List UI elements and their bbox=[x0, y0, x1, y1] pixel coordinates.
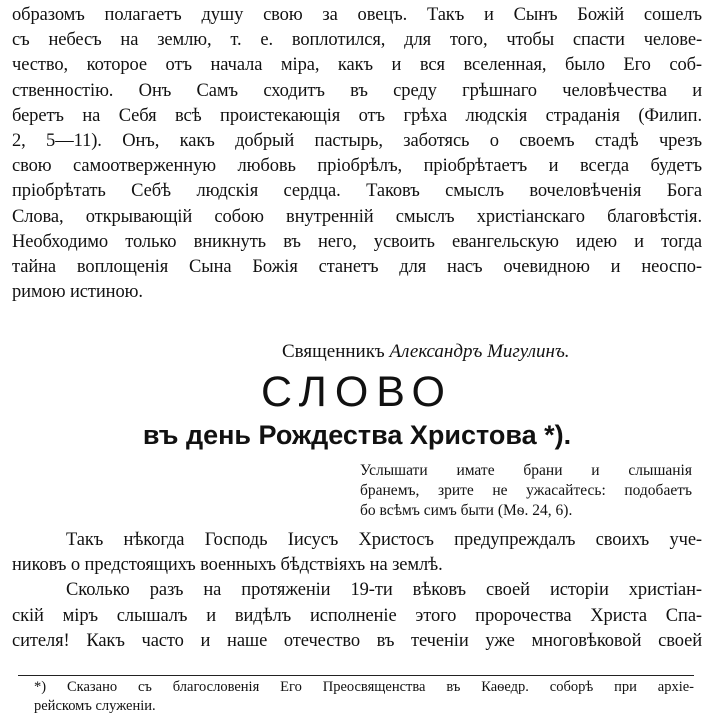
text-line: Необходимо только вникнуть въ него, усвоить евангельскую идею и тогда bbox=[12, 231, 702, 252]
footnote bbox=[34, 678, 694, 716]
sermon-title: СЛОВО bbox=[261, 368, 453, 416]
sermon-subtitle: въ день Рождества Христова *). bbox=[142, 420, 572, 450]
signature-title: Священникъ bbox=[282, 341, 385, 362]
text-line: сителя! Какъ часто и наше отечество въ теченіи уже многовѣковой своей bbox=[12, 630, 702, 651]
text-line: тайна воплощенія Сына Божія станетъ для насъ очевидною и неоспо- bbox=[12, 257, 702, 278]
text-line: пріобрѣтать Себѣ людскія сердца. Таковъ смыслъ вочеловѣченія Бога bbox=[12, 181, 702, 202]
text-line: никовъ о предстоящихъ военныхъ бѣдствіяхъ на землѣ. bbox=[12, 555, 443, 576]
text-line: скій міръ слышалъ и видѣлъ исполненіе этого пророчества Христа Спа- bbox=[12, 605, 702, 626]
footnote-divider bbox=[18, 675, 694, 676]
signature-name: Александръ Мигулинъ. bbox=[389, 341, 570, 362]
epigraph-line: бо всѣмъ симъ быти (Мѳ. 24, 6). bbox=[360, 502, 573, 519]
text-line: свою самоотверженную любовь пріобрѣлъ, пріобрѣтаетъ и всегда будетъ bbox=[12, 156, 702, 177]
text-line: римою истиною. bbox=[12, 282, 143, 303]
text-line: Такъ нѣкогда Господь Іисусъ Христосъ предупреждалъ своихъ уче- bbox=[66, 530, 702, 550]
epigraph-line: Услышати имате брани и слышанія bbox=[360, 462, 692, 479]
text-line: 2, 5—11). Онъ, какъ добрый пастырь, заботясь о своемъ стадѣ чрезъ bbox=[12, 131, 702, 152]
epigraph bbox=[360, 461, 692, 521]
text-line: образомъ полагаетъ душу свою за овецъ. Такъ и Сынъ Божій сошелъ bbox=[12, 5, 702, 25]
text-line: чество, которое отъ начала міра, какъ и вся вселенная, было Его соб- bbox=[12, 55, 702, 76]
epigraph-line: бранемъ, зрите не ужасайтесь: подобаетъ bbox=[360, 482, 692, 499]
intro-paragraph bbox=[12, 3, 702, 305]
footnote-line: рейскомъ служеніи. bbox=[34, 698, 156, 714]
footnote-line: *) Сказано съ благословенія Его Преосвященства въ Каѳедр. соборѣ при архіе- bbox=[34, 679, 694, 695]
text-line: Слова, открывающій собою внутренній смыслъ христіанскаго благовѣстія. bbox=[12, 206, 702, 227]
sermon-paragraph bbox=[12, 528, 702, 654]
text-line: беретъ на Себя всѣ проистекающія отъ грѣха людскія страданія (Филип. bbox=[12, 105, 702, 126]
text-line: съ небесъ на землю, т. е. воплотился, для того, чтобы спасти челове- bbox=[12, 30, 702, 51]
text-line: Сколько разъ на протяженіи 19-ти вѣковъ своей исторіи христіан- bbox=[66, 580, 702, 601]
author-signature bbox=[282, 339, 570, 364]
text-line: ственностію. Онъ Самъ сходитъ въ среду грѣшнаго человѣчества и bbox=[12, 80, 702, 101]
